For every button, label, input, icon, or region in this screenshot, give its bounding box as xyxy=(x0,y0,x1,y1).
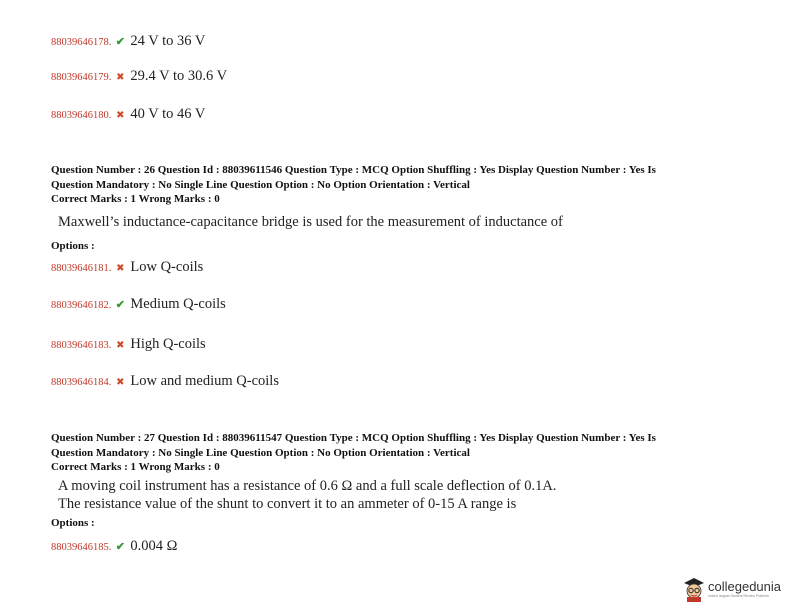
option-text: 24 V to 36 V xyxy=(130,33,206,49)
option-id: 88039646178. xyxy=(51,37,112,48)
option-row xyxy=(51,259,203,276)
logo-tagline: India's largest Student Review Platform xyxy=(708,593,769,598)
option-text: 29.4 V to 30.6 V xyxy=(130,68,228,84)
cross-icon: ✖ xyxy=(116,110,125,121)
option-text: 0.004 Ω xyxy=(130,538,178,554)
cross-icon: ✖ xyxy=(116,72,125,83)
option-id: 88039646180. xyxy=(51,110,112,121)
option-text: Low and medium Q-coils xyxy=(130,373,279,389)
meta-line: Question Mandatory : No Single Line Question Option : No Option Orientation : Vertical xyxy=(51,446,470,459)
option-id: 88039646184. xyxy=(51,377,112,388)
meta-line: Question Number : 27 Question Id : 88039611547 Question Type : MCQ Option Shuffling : Yes Display Question Number : Yes Is xyxy=(51,432,656,444)
student-mascot-icon xyxy=(682,576,706,602)
question-meta xyxy=(51,163,656,207)
check-icon: ✔ xyxy=(115,541,125,553)
option-row xyxy=(51,106,205,123)
marks-line: Correct Marks : 1 Wrong Marks : 0 xyxy=(51,193,220,205)
cross-icon: ✖ xyxy=(116,263,125,274)
option-id: 88039646179. xyxy=(51,72,112,83)
check-icon: ✔ xyxy=(115,36,125,48)
question-line: A moving coil instrument has a resistance of 0.6 Ω and a full scale deflection of 0.1A. xyxy=(58,478,557,494)
option-row xyxy=(51,538,177,555)
option-row xyxy=(51,68,227,85)
option-text: 40 V to 46 V xyxy=(130,106,206,122)
option-text: Low Q-coils xyxy=(130,259,204,275)
option-text: Medium Q-coils xyxy=(130,296,226,312)
question-meta xyxy=(51,431,656,475)
question-text: Maxwell’s inductance-capacitance bridge is used for the measurement of inductance of xyxy=(58,214,563,230)
options-label: Options : xyxy=(51,240,95,252)
cross-icon: ✖ xyxy=(116,377,125,388)
check-icon: ✔ xyxy=(115,299,125,311)
cross-icon: ✖ xyxy=(116,340,125,351)
option-row xyxy=(51,336,206,353)
option-id: 88039646182. xyxy=(51,300,112,311)
option-row xyxy=(51,373,279,390)
option-id: 88039646181. xyxy=(51,263,112,274)
marks-line: Correct Marks : 1 Wrong Marks : 0 xyxy=(51,461,220,473)
options-label: Options : xyxy=(51,517,95,529)
meta-line: Question Number : 26 Question Id : 88039611546 Question Type : MCQ Option Shuffling : Yes Display Question Number : Yes Is xyxy=(51,164,656,176)
option-row xyxy=(51,33,205,50)
option-text: High Q-coils xyxy=(130,336,206,352)
question-text xyxy=(58,478,556,513)
collegedunia-logo xyxy=(682,574,782,604)
logo-name: collegedunia xyxy=(708,578,782,594)
option-id: 88039646185. xyxy=(51,542,112,553)
option-row xyxy=(51,296,226,313)
meta-line: Question Mandatory : No Single Line Question Option : No Option Orientation : Vertical xyxy=(51,178,470,191)
option-id: 88039646183. xyxy=(51,340,112,351)
question-line: The resistance value of the shunt to convert it to an ammeter of 0-15 A range is xyxy=(58,495,517,512)
